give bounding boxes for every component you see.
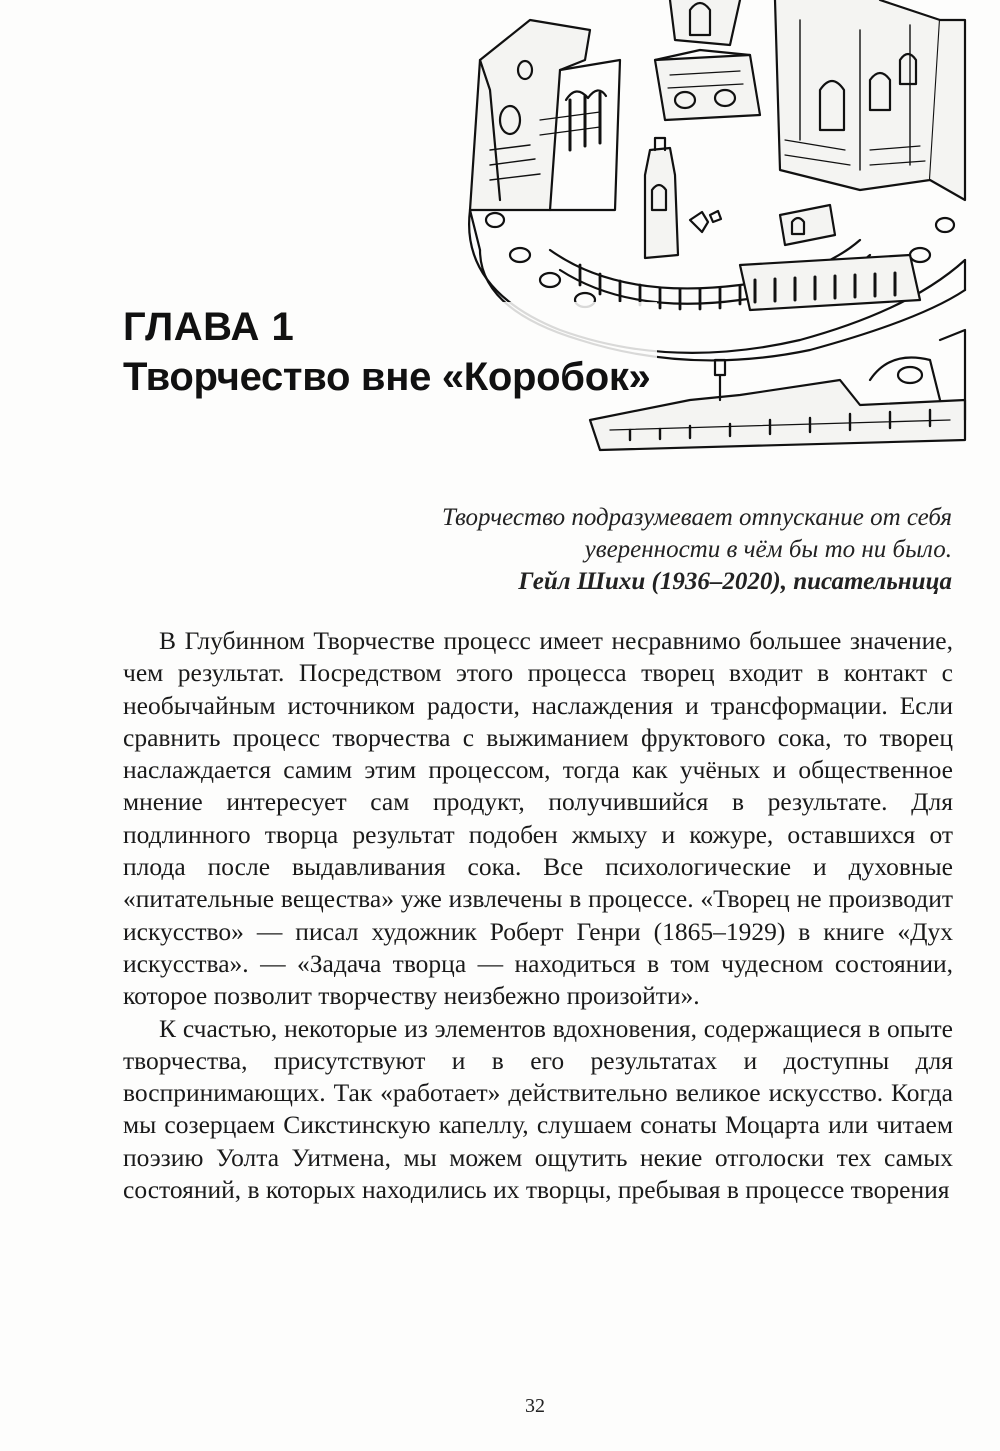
body-text xyxy=(123,625,953,1206)
epigraph-author: Гейл Шихи (1936–2020), писательница xyxy=(518,568,952,595)
epigraph-line-1: Творчество подразумевает отпускание от себя xyxy=(442,504,952,531)
chapter-heading xyxy=(123,302,657,402)
chapter-label: ГЛАВА 1 xyxy=(123,305,295,349)
page-number: 32 xyxy=(525,1395,545,1417)
chapter-title: Творчество вне «Коробок» xyxy=(123,355,651,399)
epigraph-line-2: уверенности в чём бы то ни было. xyxy=(584,536,952,563)
epigraph xyxy=(442,502,952,598)
paragraph: В Глубинном Творчестве процесс имеет несравнимо большее значение, чем результат. Посредством этого процесса творец входит в контакт с необычайным источником радости, наслаждения и трансформации. Если сравнить процесс творчества с выжиманием фруктового сока, то творец наслаждается самим этим процессом, тогда как учёных и общественное мнение интересует сам продукт, получившийся в результате. Для подлинного творца результат подобен жмыху и кожуре, оставшихся от плода после выдавливания сока. Все психологические и духовные «питательные вещества» уже извлечены в процессе. «Творец не производит искусство» — писал художник Роберт Генри (1865–1929) в книге «Дух искусства». — «Задача творца — находиться в том чудесном состоянии, которое позволит творчеству неизбежно произойти». xyxy=(123,626,953,1011)
paragraph: К счастью, некоторые из элементов вдохновения, содержащиеся в опыте творчества, присутствуют и в его результатах и доступны для воспринимающих. Так «работает» действительно великое искусство. Когда мы созерцаем Сикстинскую капеллу, слушаем сонаты Моцарта или читаем поэзию Уолта Уитмена, мы можем ощутить некие отголоски тех самых состояний, в которых находились их творцы, пребывая в процессе творения xyxy=(123,1013,953,1205)
